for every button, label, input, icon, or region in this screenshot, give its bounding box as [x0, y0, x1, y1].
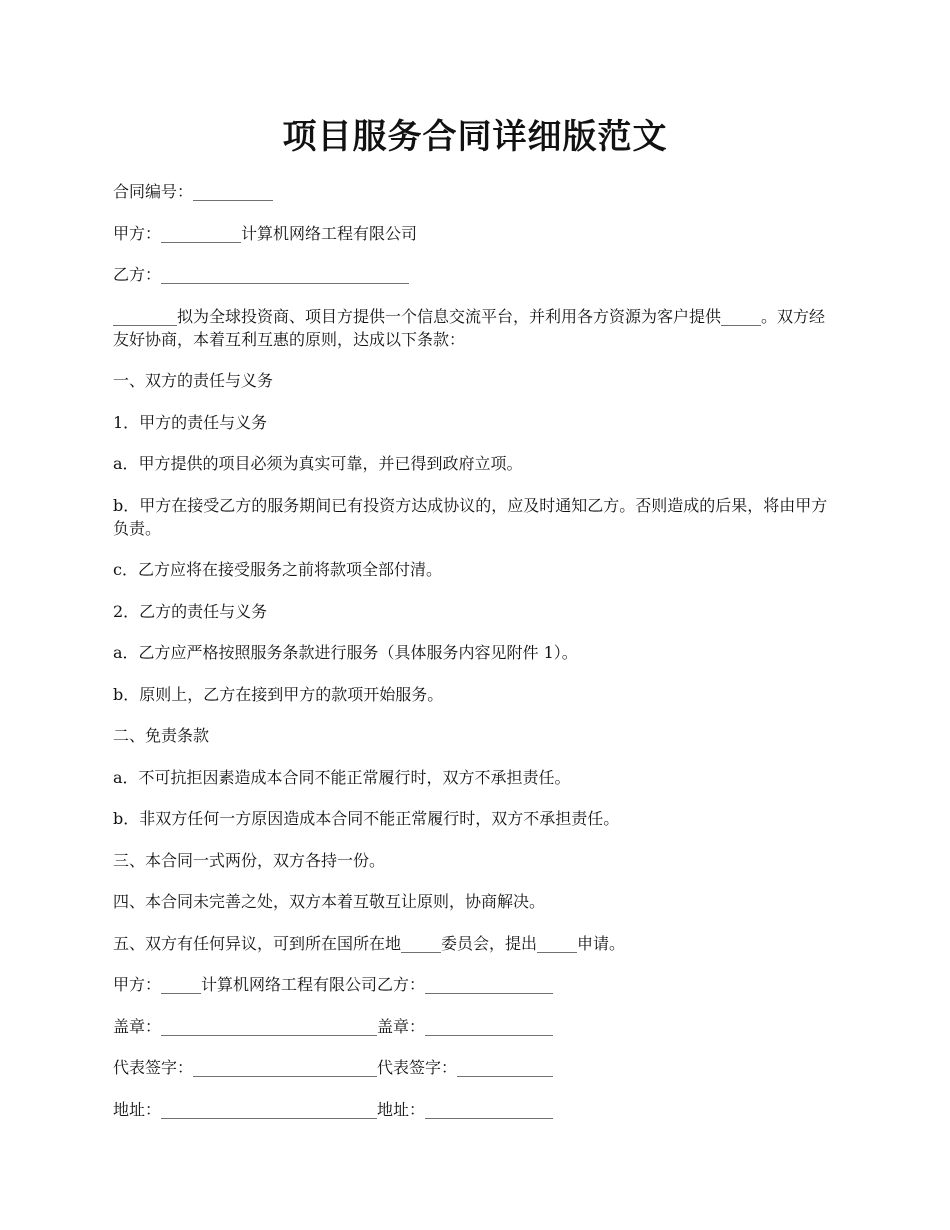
document-title: 项目服务合同详细版范文 [282, 117, 668, 157]
signature-address: 地址：___________________________地址：________________ [113, 1099, 554, 1119]
subsection-heading-1: 1．甲方的责任与义务 [113, 412, 268, 432]
section-4: 四、本合同未完善之处，双方本着互敬互让原则，协商解决。 [113, 892, 546, 911]
signature-representative: 代表签字：_______________________代表签字：____________ [113, 1058, 554, 1077]
clause-1a: a．甲方提供的项目必须为真实可靠，并已得到政府立项。 [113, 454, 523, 473]
document-body [113, 180, 839, 1139]
clause-2a: a．乙方应严格按照服务条款进行服务（具体服务内容见附件 1）。 [113, 643, 578, 662]
party-a: 甲方：__________计算机网络工程有限公司 [113, 223, 418, 243]
signature-seal: 盖章：___________________________盖章：________________ [113, 1016, 554, 1036]
preamble: ________拟为全球投资商、项目方提供一个信息交流平台，并利用各方资源为客户提供_____。双方经友好协商，本着互利互惠的原则，达成以下条款： [113, 306, 826, 349]
clause-1c: c．乙方应将在接受服务之前将款项全部付清。 [113, 560, 442, 579]
subsection-heading-2: 2．乙方的责任与义务 [113, 601, 268, 621]
exemption-b: b．非双方任何一方原因造成本合同不能正常履行时，双方不承担责任。 [113, 809, 620, 828]
contract-number: 合同编号：__________ [113, 182, 274, 201]
section-heading-1: 一、双方的责任与义务 [113, 371, 274, 390]
clause-1b: b．甲方在接受乙方的服务期间已有投资方达成协议的，应及时通知乙方。否则造成的后果，将由甲方负责。 [113, 495, 828, 538]
clause-2b: b．原则上，乙方在接到甲方的款项开始服务。 [113, 684, 444, 704]
section-5: 五、双方有任何异议，可到所在国所在地_____委员会，提出_____申请。 [113, 933, 626, 953]
signature-parties: 甲方：_____计算机网络工程有限公司乙方：________________ [113, 975, 554, 994]
exemption-a: a．不可抗拒因素造成本合同不能正常履行时，双方不承担责任。 [113, 767, 571, 787]
section-3: 三、本合同一式两份，双方各持一份。 [113, 850, 386, 870]
party-b: 乙方：_______________________________ [113, 265, 410, 284]
section-heading-2: 二、免责条款 [113, 726, 210, 745]
